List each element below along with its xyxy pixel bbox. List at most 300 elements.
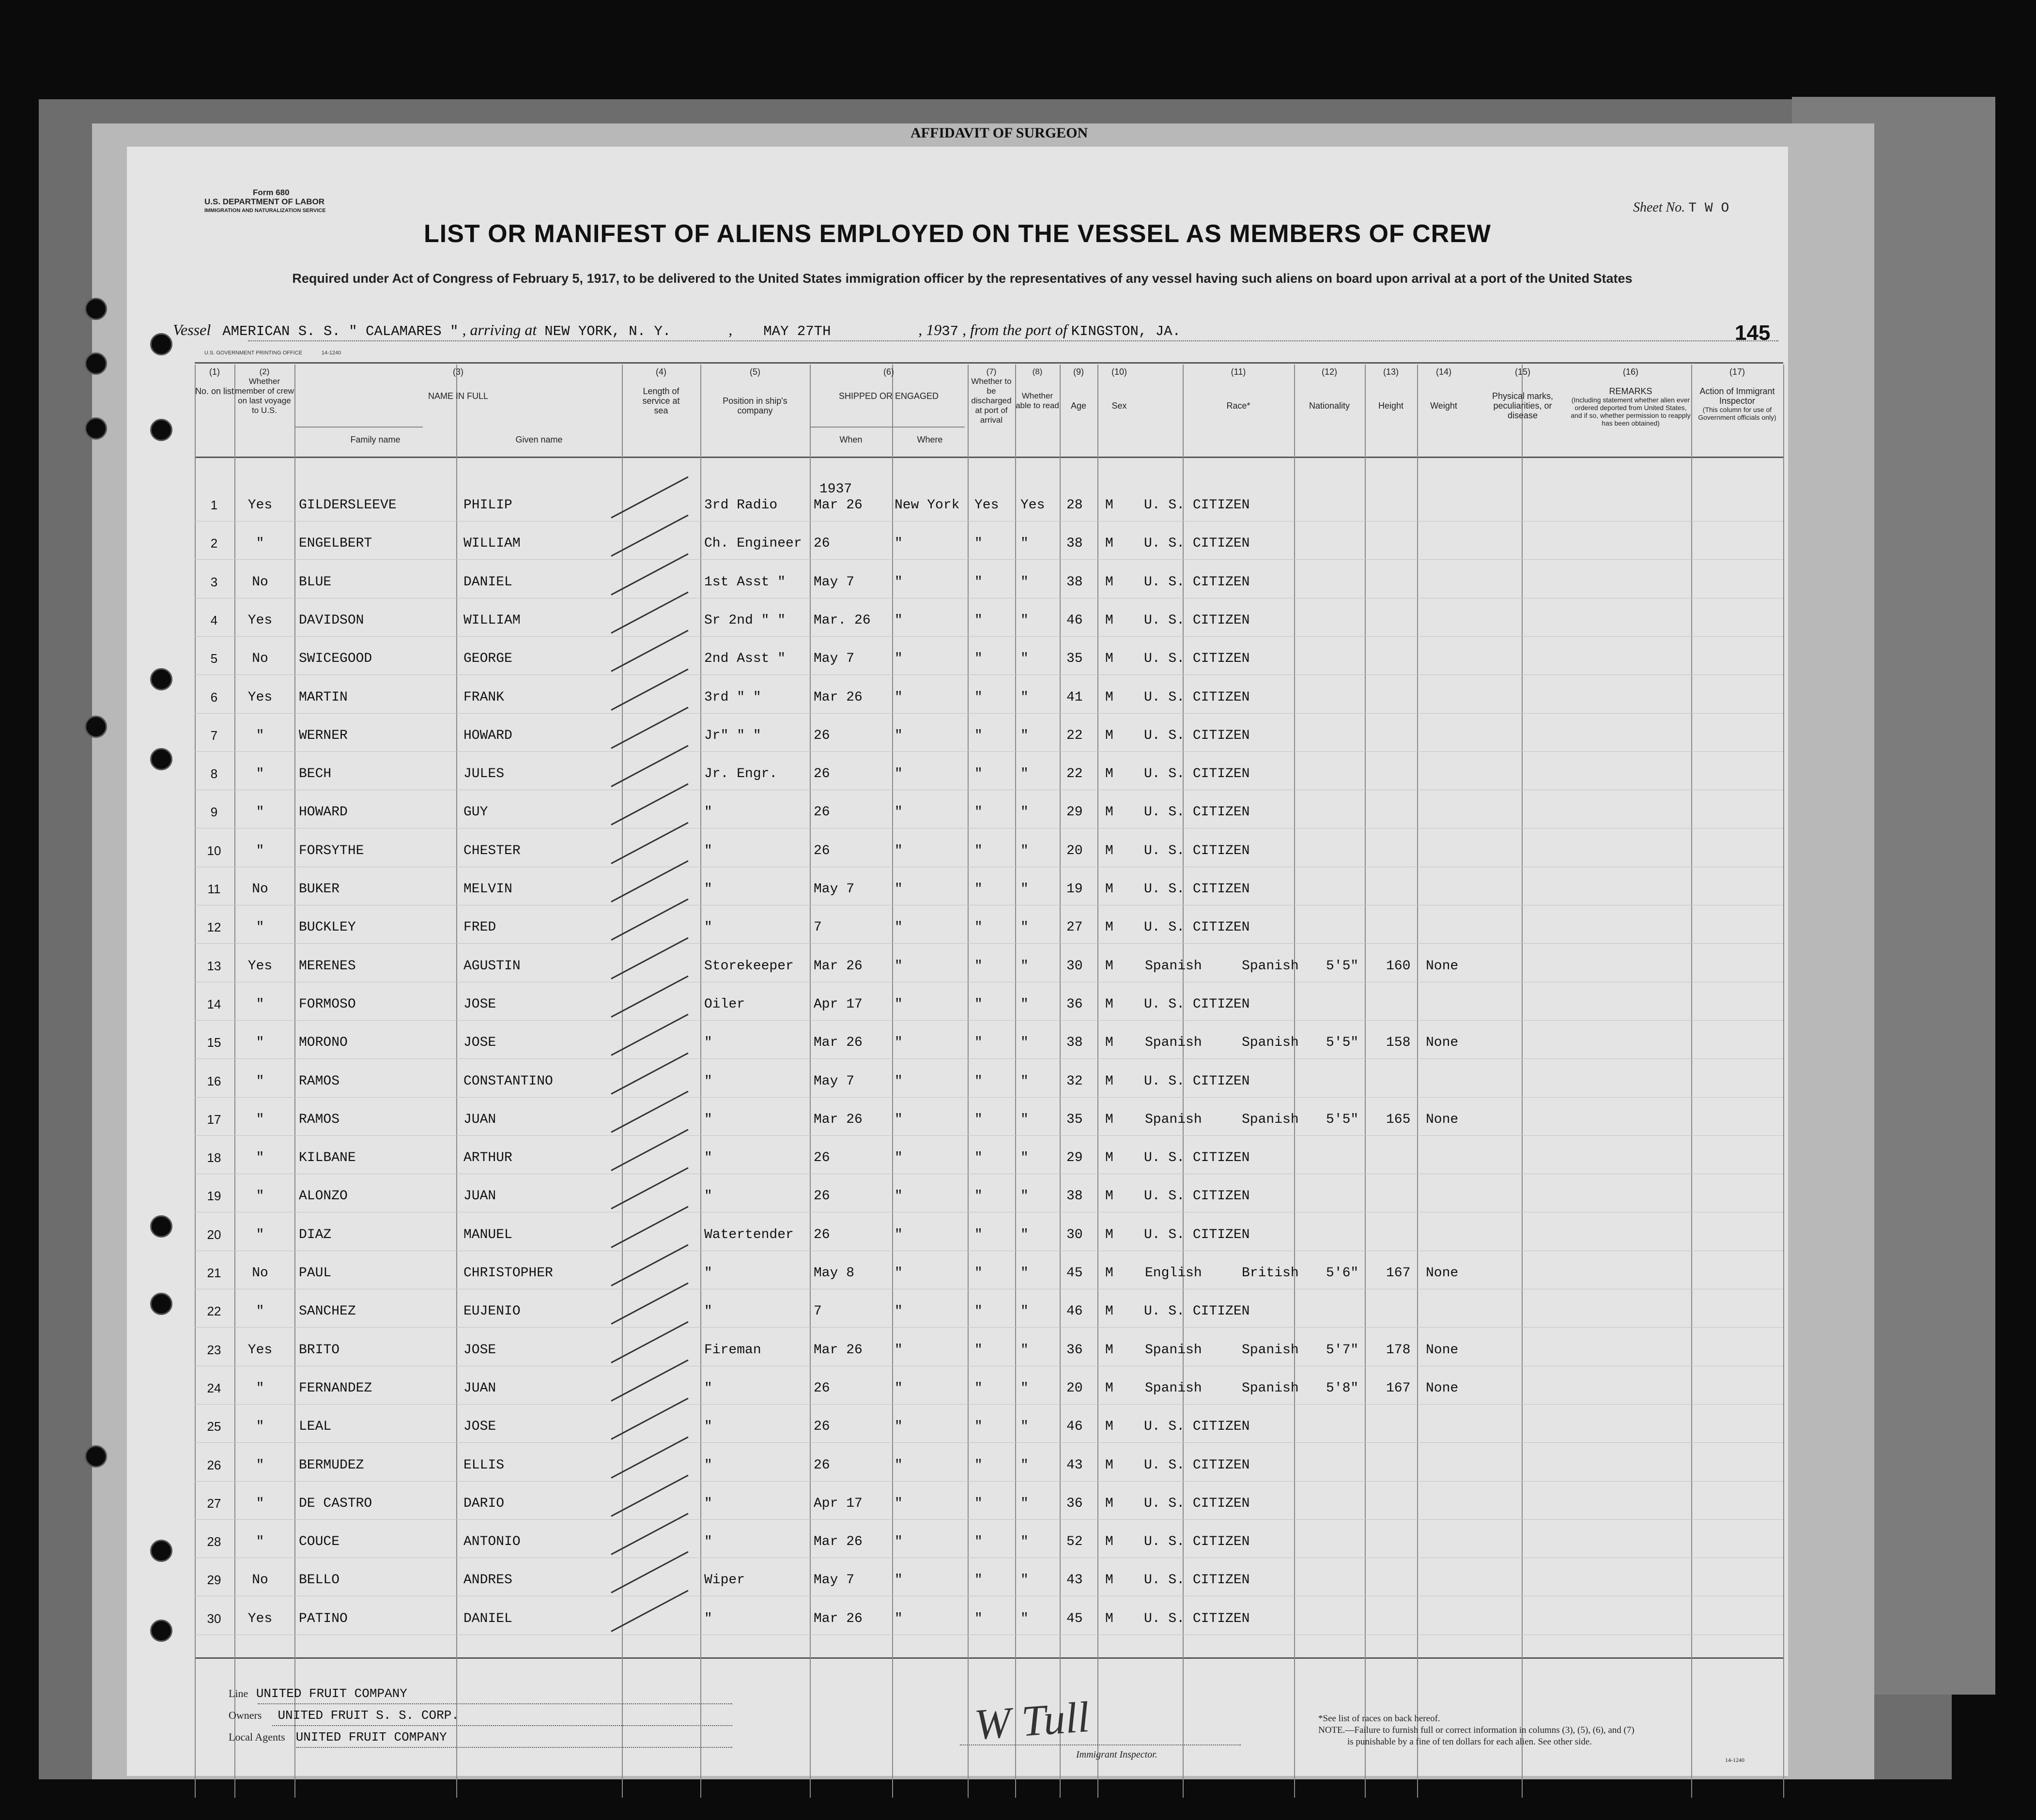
able-to-read-cell: " [1020, 920, 1029, 935]
family-name-cell: LEAL [299, 1419, 332, 1434]
shipped-when-cell: May 7 [814, 651, 855, 666]
printer-code: 14-1240 [321, 350, 341, 356]
weight-cell: 167 [1386, 1266, 1411, 1281]
physical-marks-cell: None [1426, 1112, 1459, 1127]
col-header-11: (11) Race* [1226, 367, 1250, 411]
name-header-split [294, 427, 423, 428]
able-to-read-cell: " [1020, 1074, 1029, 1089]
shipped-where-cell: " [895, 1035, 903, 1050]
able-to-read-cell: " [1020, 1534, 1029, 1549]
age-cell: 52 [1066, 1534, 1083, 1549]
table-row [127, 882, 1788, 901]
previous-voyage-cell: " [256, 1419, 264, 1434]
able-to-read-cell: " [1020, 1112, 1029, 1127]
row-number-cell: 25 [207, 1419, 221, 1434]
shipped-where-cell: " [895, 690, 903, 705]
age-cell: 46 [1066, 613, 1083, 628]
race-cell: U. S. CITIZEN [1144, 1074, 1250, 1089]
table-row [127, 1189, 1788, 1208]
age-cell: 22 [1066, 766, 1083, 781]
discharged-cell: " [974, 1150, 983, 1165]
previous-voyage-cell: " [256, 1534, 264, 1549]
row-number-cell: 23 [207, 1343, 221, 1357]
shipped-where-cell: " [895, 766, 903, 781]
previous-voyage-cell: " [256, 1150, 264, 1165]
col-header-2: (2) Whether member of crew on last voyage to U.S. [235, 367, 294, 415]
family-name-cell: ALONZO [299, 1189, 348, 1204]
age-cell: 28 [1066, 498, 1083, 513]
age-cell: 30 [1066, 959, 1083, 974]
footer-agents-value: UNITED FRUIT COMPANY [295, 1730, 447, 1744]
row-number-cell: 29 [207, 1573, 221, 1587]
footer-line [229, 1686, 407, 1701]
col-header-3: (3) NAME IN FULL [428, 367, 489, 401]
previous-voyage-cell: Yes [247, 690, 273, 705]
sheet-number-value: T W O [1688, 201, 1729, 216]
height-cell: 5'7" [1326, 1343, 1359, 1358]
year-suffix: 37 [941, 323, 959, 339]
footer-line-label: Line [229, 1687, 248, 1699]
footer-owners-rule [272, 1725, 732, 1726]
discharged-cell: " [974, 959, 983, 974]
weight-cell: 167 [1386, 1381, 1411, 1396]
table-row [127, 766, 1788, 786]
position-cell: " [704, 1381, 712, 1396]
shipped-where-cell: " [895, 575, 903, 590]
discharged-cell: " [974, 728, 983, 743]
able-to-read-cell: " [1020, 728, 1029, 743]
discharged-cell: " [974, 1304, 983, 1319]
physical-marks-cell: None [1426, 1266, 1459, 1281]
punch-hole [85, 1445, 107, 1468]
position-cell: Oiler [704, 997, 745, 1012]
col-header-6a: When [839, 435, 863, 444]
punch-hole [85, 417, 107, 440]
able-to-read-cell: " [1020, 1458, 1029, 1473]
row-number-cell: 6 [210, 690, 218, 704]
row-rule [195, 1481, 1783, 1482]
table-row [127, 1496, 1788, 1515]
age-cell: 19 [1066, 882, 1083, 897]
table-row [127, 1343, 1788, 1362]
family-name-cell: FERNANDEZ [299, 1381, 372, 1396]
shipped-where-cell: " [895, 997, 903, 1012]
previous-voyage-cell: Yes [247, 498, 273, 513]
given-name-cell: JUAN [463, 1189, 496, 1204]
race-cell: U. S. CITIZEN [1144, 575, 1250, 590]
given-name-cell: DARIO [463, 1496, 505, 1511]
discharged-cell: " [974, 1112, 983, 1127]
table-bottom-border [195, 1657, 1783, 1659]
punch-hole [85, 298, 107, 320]
row-number-cell: 2 [210, 536, 218, 551]
col-header-16: (16) REMARKS (Including statement whether alien ever ordered deported from United States, and if so, whether permission to reapply has been obtained) [1571, 367, 1691, 427]
row-number-cell: 8 [210, 766, 218, 781]
able-to-read-cell: " [1020, 651, 1029, 666]
row-number-cell: 19 [207, 1189, 221, 1203]
given-name-cell: MANUEL [463, 1227, 512, 1242]
service: IMMIGRATION AND NATURALIZATION SERVICE [204, 208, 326, 214]
discharged-cell: " [974, 997, 983, 1012]
given-name-cell: ANDRES [463, 1573, 512, 1588]
shipped-when-cell: 26 [814, 1419, 830, 1434]
shipped-where-cell: New York [895, 498, 960, 513]
sheet-number-label: Sheet No. [1633, 200, 1685, 215]
shipped-where-cell: " [895, 843, 903, 858]
able-to-read-cell: " [1020, 613, 1029, 628]
shipped-where-cell: " [895, 1074, 903, 1089]
sex-cell: M [1105, 1573, 1113, 1588]
table-row [127, 690, 1788, 709]
family-name-cell: ENGELBERT [299, 536, 372, 551]
discharged-cell: " [974, 690, 983, 705]
position-cell: Fireman [704, 1343, 761, 1358]
family-name-cell: FORSYTHE [299, 843, 364, 858]
row-number-cell: 5 [210, 651, 218, 666]
row-number-cell: 15 [207, 1035, 221, 1050]
height-cell: 5'5" [1326, 959, 1359, 974]
weight-cell: 165 [1386, 1112, 1411, 1127]
able-to-read-cell: " [1020, 1227, 1029, 1242]
row-rule [195, 1519, 1783, 1520]
sex-cell: M [1105, 843, 1113, 858]
position-cell: " [704, 843, 712, 858]
printer: U.S. GOVERNMENT PRINTING OFFICE [204, 350, 303, 356]
family-name-cell: BUKER [299, 882, 340, 897]
given-name-cell: JULES [463, 766, 505, 781]
discharged-cell: " [974, 766, 983, 781]
age-cell: 45 [1066, 1266, 1083, 1281]
given-name-cell: AGUSTIN [463, 959, 521, 974]
physical-marks-cell: None [1426, 1343, 1459, 1358]
sex-cell: M [1105, 805, 1113, 820]
given-name-cell: DANIEL [463, 575, 512, 590]
row-rule [195, 1442, 1783, 1443]
race-cell: U. S. CITIZEN [1144, 1534, 1250, 1549]
shipped-when-cell: 26 [814, 1227, 830, 1242]
race-cell: Spanish [1145, 1112, 1202, 1127]
race-cell: Spanish [1145, 1381, 1202, 1396]
shipped-when-cell: Mar 26 [814, 498, 863, 513]
previous-voyage-cell: Yes [247, 1343, 273, 1358]
age-cell: 38 [1066, 1189, 1083, 1204]
family-name-cell: DIAZ [299, 1227, 332, 1242]
row-rule [195, 636, 1783, 637]
sex-cell: M [1105, 1611, 1113, 1626]
arriving-port: NEW YORK, N. Y. [544, 323, 671, 339]
punch-hole [85, 716, 107, 738]
discharged-cell: " [974, 1573, 983, 1588]
age-cell: 36 [1066, 997, 1083, 1012]
row-rule [195, 1327, 1783, 1328]
age-cell: 29 [1066, 1150, 1083, 1165]
shipped-when-cell: Mar 26 [814, 1611, 863, 1626]
previous-voyage-cell: " [256, 536, 264, 551]
shipped-when-cell: May 8 [814, 1266, 855, 1281]
race-cell: U. S. CITIZEN [1144, 1573, 1250, 1588]
discharged-cell: " [974, 1419, 983, 1434]
sex-cell: M [1105, 1266, 1113, 1281]
age-cell: 38 [1066, 536, 1083, 551]
printer-line [204, 350, 341, 356]
arriving-label: , arriving at [462, 321, 537, 338]
sex-cell: M [1105, 1304, 1113, 1319]
able-to-read-cell: " [1020, 1150, 1029, 1165]
position-cell: 3rd Radio [704, 498, 778, 513]
weight-cell: 178 [1386, 1343, 1411, 1358]
punch-hole [150, 1620, 172, 1642]
able-to-read-cell: " [1020, 1573, 1029, 1588]
row-number-cell: 3 [210, 575, 218, 589]
given-name-cell: JUAN [463, 1112, 496, 1127]
age-cell: 36 [1066, 1496, 1083, 1511]
position-cell: " [704, 1458, 712, 1473]
age-cell: 38 [1066, 1035, 1083, 1050]
arrival-date: MAY 27TH [763, 323, 831, 339]
sex-cell: M [1105, 882, 1113, 897]
position-cell: " [704, 920, 712, 935]
race-cell: U. S. CITIZEN [1144, 805, 1250, 820]
race-cell: U. S. CITIZEN [1144, 1304, 1250, 1319]
punch-hole [150, 668, 172, 690]
position-cell: " [704, 1266, 712, 1281]
table-row [127, 728, 1788, 748]
given-name-cell: JOSE [463, 997, 496, 1012]
shipped-when-cell: 26 [814, 1381, 830, 1396]
row-number-cell: 12 [207, 920, 221, 934]
year-above-first-row: 1937 [819, 482, 852, 497]
age-cell: 29 [1066, 805, 1083, 820]
sex-cell: M [1105, 1534, 1113, 1549]
previous-voyage-cell: " [256, 1227, 264, 1242]
previous-voyage-cell: " [256, 1035, 264, 1050]
able-to-read-cell: " [1020, 1266, 1029, 1281]
table-row [127, 1534, 1788, 1554]
col-header-15: (15) Physical marks, peculiarities, or disease [1492, 367, 1554, 420]
shipped-where-cell: " [895, 959, 903, 974]
position-cell: " [704, 1419, 712, 1434]
family-name-cell: SANCHEZ [299, 1304, 356, 1319]
sex-cell: M [1105, 1227, 1113, 1242]
weight-cell: 160 [1386, 959, 1411, 974]
family-name-cell: BERMUDEZ [299, 1458, 364, 1473]
sex-cell: M [1105, 1074, 1113, 1089]
family-name-cell: HOWARD [299, 805, 348, 820]
position-cell: " [704, 1304, 712, 1319]
shipped-where-cell: " [895, 1343, 903, 1358]
able-to-read-cell: " [1020, 1304, 1029, 1319]
discharged-cell: " [974, 1035, 983, 1050]
family-name-cell: MORONO [299, 1035, 348, 1050]
age-cell: 41 [1066, 690, 1083, 705]
vessel-line: Vessel AMERICAN S. S. " CALAMARES " , arriving at NEW YORK, N. Y. , MAY 27TH , 1937 , from the port of KINGSTON, JA. [173, 321, 1181, 339]
race-cell: U. S. CITIZEN [1144, 843, 1250, 858]
sex-cell: M [1105, 1381, 1113, 1396]
table-header-border [195, 457, 1783, 458]
table-row [127, 1304, 1788, 1323]
family-name-cell: KILBANE [299, 1150, 356, 1165]
table-row [127, 1227, 1788, 1247]
sex-cell: M [1105, 1458, 1113, 1473]
sex-cell: M [1105, 1150, 1113, 1165]
col-header-6: (6) SHIPPED OR ENGAGED [838, 367, 939, 401]
race-cell: U. S. CITIZEN [1144, 690, 1250, 705]
row-number-cell: 13 [207, 959, 221, 973]
shipped-where-cell: " [895, 1534, 903, 1549]
shipped-where-cell: " [895, 1150, 903, 1165]
given-name-cell: DANIEL [463, 1611, 512, 1626]
height-cell: 5'5" [1326, 1112, 1359, 1127]
col-header-5: (5) Position in ship's company [723, 367, 787, 415]
shipped-when-cell: Mar 26 [814, 1534, 863, 1549]
position-cell: " [704, 1496, 712, 1511]
col-header-3b: Given name [515, 435, 563, 444]
page-title: LIST OR MANIFEST OF ALIENS EMPLOYED ON THE VESSEL AS MEMBERS OF CREW [424, 220, 1491, 248]
family-name-cell: FORMOSO [299, 997, 356, 1012]
col-header-9: (9) Age [1070, 367, 1087, 411]
discharged-cell: " [974, 805, 983, 820]
given-name-cell: EUJENIO [463, 1304, 521, 1319]
row-rule [195, 943, 1783, 944]
punch-hole [150, 419, 172, 441]
page-subtitle: Required under Act of Congress of February 5, 1917, to be delivered to the United States immigration officer by the representatives of any vessel having such aliens on board upon arrival at a port of the United States [292, 271, 1633, 286]
race-cell: English [1145, 1266, 1202, 1281]
from-label: , from the port of [962, 321, 1067, 338]
position-cell: 2nd Asst " [704, 651, 786, 666]
row-number-cell: 11 [207, 882, 221, 896]
table-row [127, 1573, 1788, 1592]
shipped-where-cell: " [895, 920, 903, 935]
punch-hole [150, 1215, 172, 1238]
shipped-where-cell: " [895, 536, 903, 551]
previous-voyage-cell: " [256, 920, 264, 935]
row-number-cell: 14 [207, 997, 221, 1011]
able-to-read-cell: " [1020, 997, 1029, 1012]
table-row [127, 498, 1788, 517]
able-to-read-cell: " [1020, 1189, 1029, 1204]
page-number: 145 [1735, 321, 1771, 345]
discharged-cell: " [974, 1458, 983, 1473]
position-cell: 3rd " " [704, 690, 761, 705]
shipped-when-cell: Mar 26 [814, 1343, 863, 1358]
shipped-when-cell: 26 [814, 1150, 830, 1165]
previous-voyage-cell: " [256, 728, 264, 743]
position-cell: " [704, 1189, 712, 1204]
family-name-cell: PAUL [299, 1266, 332, 1281]
given-name-cell: CHRISTOPHER [463, 1266, 553, 1281]
given-name-cell: ARTHUR [463, 1150, 512, 1165]
vessel-underline [248, 340, 1778, 341]
able-to-read-cell: " [1020, 843, 1029, 858]
shipped-where-cell: " [895, 805, 903, 820]
shipped-when-cell: 26 [814, 805, 830, 820]
col-header-14: (14) Weight [1430, 367, 1457, 411]
discharged-cell: " [974, 1534, 983, 1549]
race-cell: U. S. CITIZEN [1144, 498, 1250, 513]
able-to-read-cell: " [1020, 1496, 1029, 1511]
given-name-cell: JOSE [463, 1343, 496, 1358]
col-header-10: (10) Sex [1111, 367, 1127, 411]
discharged-cell: " [974, 882, 983, 897]
age-cell: 43 [1066, 1573, 1083, 1588]
race-cell: U. S. CITIZEN [1144, 536, 1250, 551]
shipped-where-cell: " [895, 613, 903, 628]
race-cell: U. S. CITIZEN [1144, 651, 1250, 666]
footer-line-rule [258, 1703, 732, 1704]
family-name-cell: WERNER [299, 728, 348, 743]
table-row [127, 1611, 1788, 1631]
sex-cell: M [1105, 1035, 1113, 1050]
previous-voyage-cell: " [256, 1074, 264, 1089]
able-to-read-cell: " [1020, 1035, 1029, 1050]
shipped-where-cell: " [895, 1304, 903, 1319]
able-to-read-cell: " [1020, 805, 1029, 820]
given-name-cell: MELVIN [463, 882, 512, 897]
shipped-where-cell: " [895, 1573, 903, 1588]
position-cell: " [704, 1074, 712, 1089]
able-to-read-cell: " [1020, 959, 1029, 974]
col-header-12: (12) Nationality [1309, 367, 1350, 411]
table-row [127, 536, 1788, 555]
able-to-read-cell: " [1020, 766, 1029, 781]
form-number: Form 680 [253, 188, 290, 197]
shipped-where-cell: " [895, 1496, 903, 1511]
row-number-cell: 27 [207, 1496, 221, 1511]
given-name-cell: WILLIAM [463, 613, 521, 628]
height-cell: 5'6" [1326, 1266, 1359, 1281]
given-name-cell: ANTONIO [463, 1534, 521, 1549]
age-cell: 35 [1066, 1112, 1083, 1127]
punch-hole [85, 352, 107, 375]
row-rule [195, 1404, 1783, 1405]
punch-hole [150, 1293, 172, 1315]
physical-marks-cell: None [1426, 1381, 1459, 1396]
row-number-cell: 10 [207, 843, 221, 858]
family-name-cell: BECH [299, 766, 332, 781]
table-row [127, 843, 1788, 863]
row-number-cell: 28 [207, 1534, 221, 1549]
given-name-cell: JUAN [463, 1381, 496, 1396]
inspector-label: Immigrant Inspector. [1076, 1749, 1157, 1760]
shipped-when-cell: 26 [814, 766, 830, 781]
race-cell: U. S. CITIZEN [1144, 766, 1250, 781]
shipped-when-cell: 7 [814, 1304, 822, 1319]
given-name-cell: ELLIS [463, 1458, 505, 1473]
able-to-read-cell: " [1020, 536, 1029, 551]
table-row [127, 959, 1788, 978]
table-row [127, 1458, 1788, 1477]
shipped-when-cell: 26 [814, 843, 830, 858]
sex-cell: M [1105, 1343, 1113, 1358]
previous-voyage-cell: Yes [247, 959, 273, 974]
previous-voyage-cell: Yes [247, 1611, 273, 1626]
nationality-cell: Spanish [1242, 1035, 1299, 1050]
shipped-when-cell: Mar 26 [814, 959, 863, 974]
previous-voyage-cell: " [256, 1496, 264, 1511]
shipped-when-cell: May 7 [814, 1074, 855, 1089]
given-name-cell: PHILIP [463, 498, 512, 513]
race-cell: U. S. CITIZEN [1144, 1150, 1250, 1165]
weight-cell: 158 [1386, 1035, 1411, 1050]
note-penalty: NOTE.—Failure to furnish full or correct information in columns (3), (5), (6), and (7) [1318, 1725, 1635, 1735]
col-header-6b: Where [917, 435, 943, 444]
sex-cell: M [1105, 498, 1113, 513]
shipped-when-cell: Apr 17 [814, 1496, 863, 1511]
row-rule [195, 751, 1783, 752]
row-number-cell: 16 [207, 1074, 221, 1088]
table-row [127, 1381, 1788, 1400]
sex-cell: M [1105, 997, 1113, 1012]
